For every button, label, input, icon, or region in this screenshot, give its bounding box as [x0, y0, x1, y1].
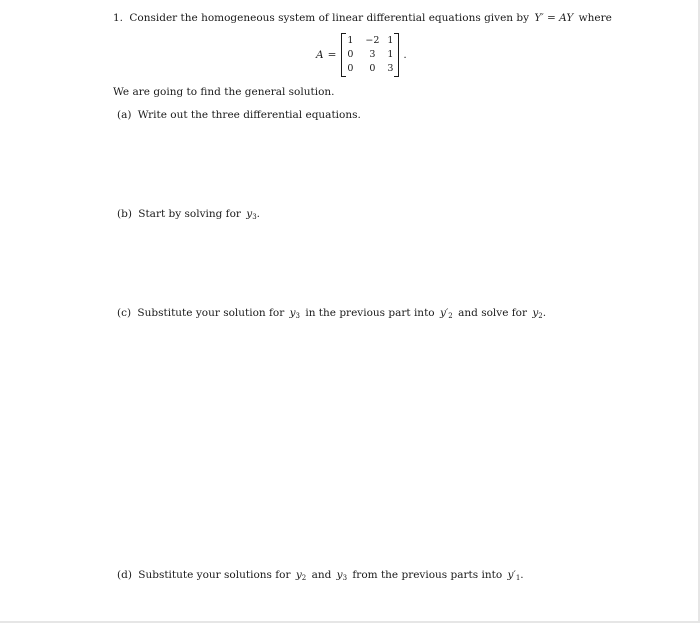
part-d-end: . [520, 569, 524, 581]
problem-number: 1. [113, 12, 124, 24]
part-b-var-sub: 3 [252, 213, 257, 221]
matrix-cell: 0 [347, 63, 354, 74]
part-d-var2: y [336, 569, 343, 581]
problem-where: where [578, 12, 612, 24]
part-c-text2: in the previous part into [305, 307, 435, 319]
part-a-text: Write out the three differential equations. [137, 109, 361, 121]
part-c-end: . [542, 307, 547, 319]
part-b-end: . [256, 208, 261, 220]
part-c-text3: and solve for [458, 307, 527, 319]
part-a-label: (a) [117, 109, 132, 121]
matrix-cell: 3 [369, 49, 376, 60]
part-c-var2-sub: 2 [448, 312, 453, 320]
part-c-var3-sub: 2 [538, 312, 543, 320]
matrix-right-bracket [394, 33, 399, 77]
matrix-cell: −2 [365, 35, 380, 46]
part-d-text3: from the previous parts into [352, 569, 503, 581]
part-c-label: (c) [117, 307, 132, 319]
problem-statement [113, 11, 612, 25]
matrix-period: . [403, 49, 407, 61]
part-b-text: Start by solving for [138, 208, 241, 220]
matrix-cell: 3 [387, 63, 394, 74]
part-d-var2-sub: 3 [342, 574, 348, 582]
part-d-var3-sub: 1 [515, 574, 521, 582]
part-c-var3: y [532, 307, 539, 319]
problem-intro: Consider the homogeneous system of linear differential equations given by [129, 12, 530, 24]
matrix-cell: 1 [387, 35, 394, 46]
part-c-var2: y′ [439, 307, 449, 319]
part-b-label: (b) [117, 208, 132, 220]
matrix-grid [346, 34, 394, 76]
part-d-var1: y [295, 569, 302, 581]
part-d-label: (d) [117, 569, 132, 581]
part-c-text1: Substitute your solution for [137, 307, 285, 319]
matrix-cell: 0 [347, 49, 354, 60]
matrix-cell: 1 [347, 35, 354, 46]
part-d-var3: y′ [507, 569, 516, 581]
part-d-text1: Substitute your solutions for [138, 569, 291, 581]
matrix-equals: = [327, 49, 337, 61]
part-a [117, 108, 361, 122]
matrix-label: A [316, 49, 324, 61]
matrix-cell: 0 [369, 63, 376, 74]
part-b [117, 207, 260, 224]
part-d-var1-sub: 2 [301, 574, 307, 582]
part-d [117, 568, 524, 585]
part-b-var: y [246, 208, 253, 220]
goal-statement: We are going to find the general solution. [113, 86, 335, 98]
matrix-cell: 1 [387, 49, 394, 60]
part-c-var1: y [289, 307, 296, 319]
part-c-var1-sub: 3 [295, 312, 300, 320]
part-c [117, 306, 546, 323]
problem-equation: Y′ = AY [534, 12, 574, 24]
matrix-A [316, 33, 407, 77]
part-d-text2: and [311, 569, 332, 581]
